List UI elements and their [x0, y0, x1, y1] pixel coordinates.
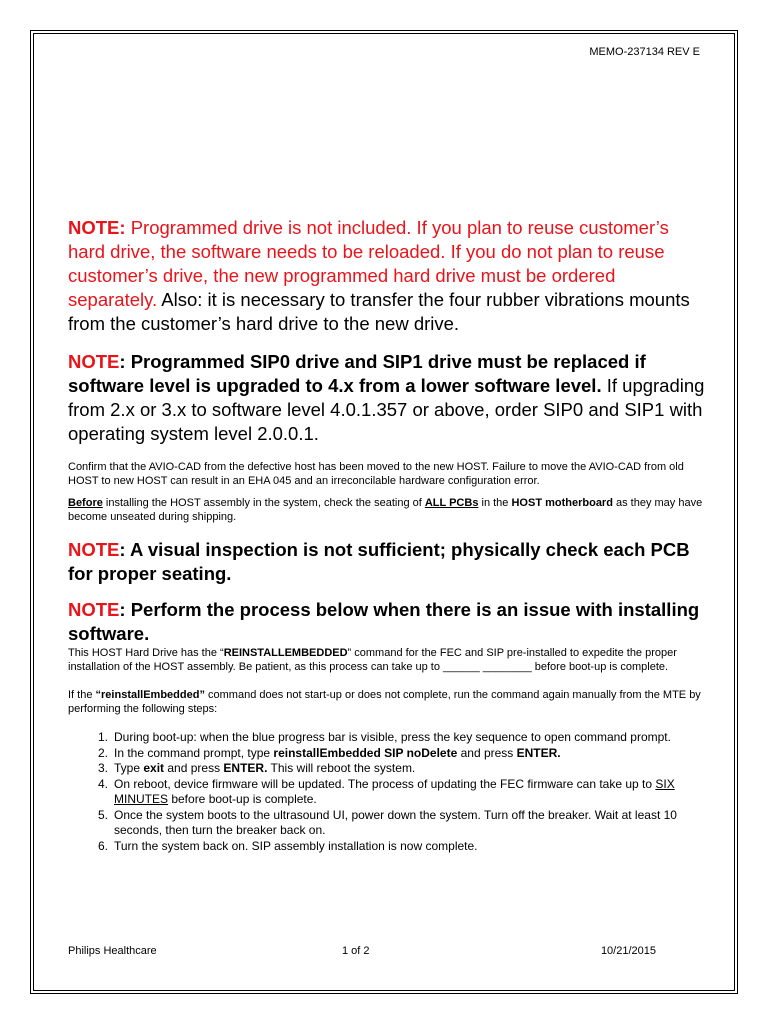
note-bold-text: : Programmed SIP0 drive and SIP1 drive must be replaced if software level is upgraded to 4.x from a lower software level. [68, 351, 646, 396]
note-sip-drive [68, 350, 708, 446]
step-number: 6. [97, 838, 108, 853]
document-id: MEMO-237134 REV E [589, 46, 700, 58]
step-number: 5. [97, 807, 108, 822]
paragraph-if-command: If the “reinstallEmbedded” command does not start-up or does not complete, run the command again manually from the MTE by performing the following steps: [68, 689, 701, 715]
steps-list [68, 730, 708, 854]
all-pcbs-emphasis: ALL PCBs [424, 497, 479, 509]
step-text: Turn the system back on. SIP assembly installation is now complete. [114, 838, 478, 853]
note-bold-text: : Perform the process below when there is an issue with installing software. [68, 599, 700, 644]
paragraph-before-install: Before installing the HOST assembly in the system, check the seating of ALL PCBs in the HOST motherboard as they may have become unseated during shipping. [68, 497, 703, 523]
list-item [68, 839, 708, 855]
command-name: REINSTALLEMBEDDED [223, 647, 348, 659]
list-item [68, 730, 708, 746]
document-body [68, 216, 708, 854]
note-label: NOTE: [68, 217, 126, 238]
paragraph-host-drive: This HOST Hard Drive has the “REINSTALLEMBEDDED” command for the FEC and SIP pre-installed to expedite the proper installation of the HOST assembly. Be patient, as this process can take up to ______ ________ before boot-up is complete. [68, 647, 677, 673]
command-name: “reinstallEmbedded” [95, 689, 205, 701]
list-item [68, 746, 708, 762]
note-programmed-drive [68, 216, 708, 336]
step-text: In the command prompt, type reinstallEmbedded SIP noDelete and press ENTER. [114, 745, 561, 760]
note-process-below [68, 598, 708, 646]
before-emphasis: Before [68, 497, 103, 509]
footer-company: Philips Healthcare [68, 945, 157, 957]
note-label: NOTE [68, 539, 120, 560]
step-number: 2. [97, 745, 108, 760]
step-number: 1. [97, 730, 108, 744]
note-plain-text: If upgrading from 2.x or 3.x to software level 4.0.1.357 or above, order SIP0 and SIP1 with operating system level 2.0.0.1. [68, 375, 705, 444]
paragraph-avio-cad: Confirm that the AVIO-CAD from the defective host has been moved to the new HOST. Failure to move the AVIO-CAD from old HOST to new HOST can result in an EHA 045 and an irreconcilable hardware configuration error. [68, 461, 684, 487]
step-text: Type exit and press ENTER. This will reboot the system. [114, 761, 416, 775]
host-motherboard-emphasis: HOST motherboard [511, 497, 613, 509]
footer-page-number: 1 of 2 [342, 945, 370, 957]
list-item [68, 761, 708, 777]
note-black-text: Also: it is necessary to transfer the four rubber vibrations mounts from the customer’s hard drive to the new drive. [68, 289, 690, 334]
step-text: On reboot, device firmware will be updated. The process of updating the FEC firmware can take up to SIX MINUTES before boot-up is complete. [114, 776, 675, 806]
list-item [68, 808, 708, 839]
step-text: During boot-up: when the blue progress bar is visible, press the key sequence to open command prompt. [114, 730, 671, 744]
step-text: Once the system boots to the ultrasound UI, power down the system. Turn off the breaker. Wait at least 10 seconds, then turn the breaker back on. [114, 807, 677, 837]
note-label: NOTE [68, 351, 120, 372]
note-visual-inspection [68, 538, 708, 586]
step-number: 4. [97, 776, 108, 791]
note-bold-text: : A visual inspection is not sufficient; physically check each PCB for proper seating. [68, 539, 690, 584]
footer-date: 10/21/2015 [600, 945, 656, 957]
list-item [68, 777, 708, 808]
note-red-text: Programmed drive is not included. If you plan to reuse customer’s hard drive, the software needs to be reloaded. If you do not plan to reuse customer’s drive, the new programmed hard drive must be ordered separately. [68, 217, 669, 310]
note-label: NOTE [68, 599, 120, 620]
step-number: 3. [97, 761, 108, 775]
